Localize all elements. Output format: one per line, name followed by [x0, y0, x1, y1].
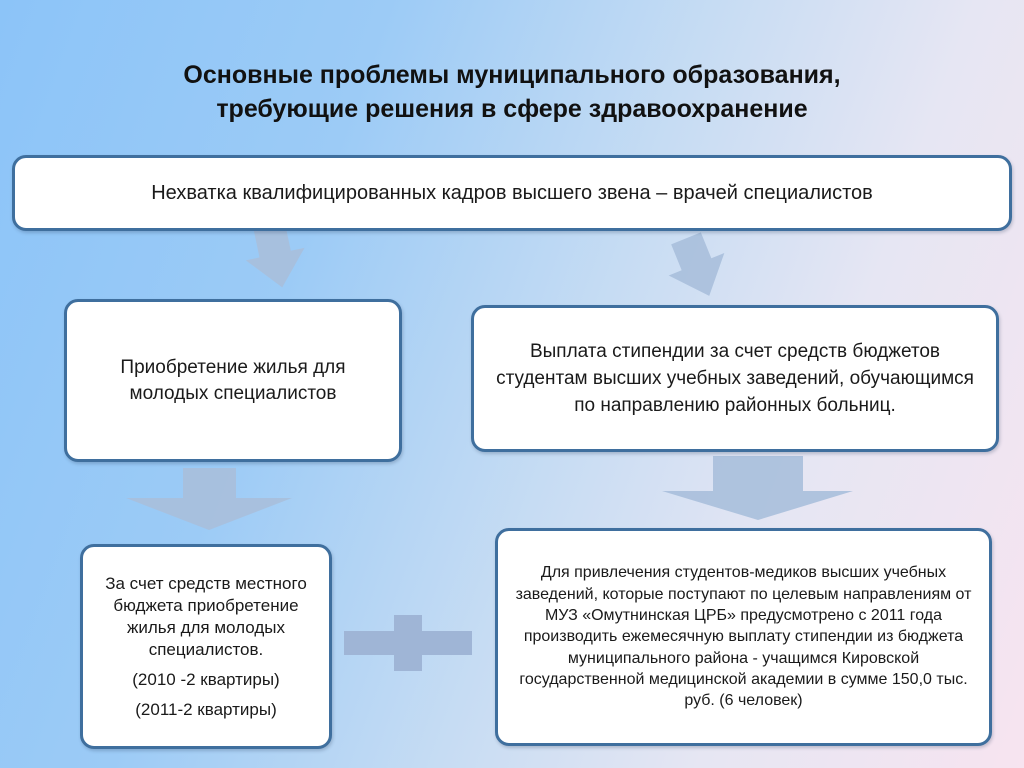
- housing-2010: (2010 -2 квартиры): [132, 669, 280, 689]
- arrow-down-icon: [662, 456, 853, 520]
- arrow-down-icon: [658, 227, 737, 307]
- arrow-down-icon: [126, 468, 292, 530]
- housing-box: [64, 299, 402, 462]
- title-line-1: Основные проблемы муниципального образования,: [183, 61, 841, 89]
- housing-budget-text: За счет средств местного бюджета приобретение жилья для молодых специалистов.: [105, 573, 307, 659]
- arrow-down-icon: [240, 220, 312, 293]
- housing-text: Приобретение жилья для молодых специалистов: [120, 356, 346, 404]
- housing-2011: (2011-2 квартиры): [135, 699, 277, 719]
- page-title: [0, 58, 1024, 126]
- problem-box: [12, 155, 1012, 231]
- scholarship-box: [471, 305, 999, 452]
- scholarship-details-box: [495, 528, 992, 746]
- title-line-2: требующие решения в сфере здравоохранение: [216, 95, 808, 123]
- scholarship-text: Выплата стипендии за счет средств бюджетов студентам высших учебных заведений, обучающимся по направлению районных больниц.: [496, 341, 974, 416]
- plus-icon: [344, 615, 472, 671]
- housing-budget-box: [80, 544, 332, 749]
- scholarship-details-text: Для привлечения студентов-медиков высших учебных заведений, которые поступают по целевым направлениям от МУЗ «Омутнинская ЦРБ» предусмотрено с 2011 года производить ежемесячную выплату стипендии из бюджета муниципального района - учащимся Кировской государственной медицинской академии в сумме 150,0 тыс. руб. (6 человек): [515, 564, 972, 710]
- problem-text: Нехватка квалифицированных кадров высшего звена – врачей специалистов: [151, 181, 873, 204]
